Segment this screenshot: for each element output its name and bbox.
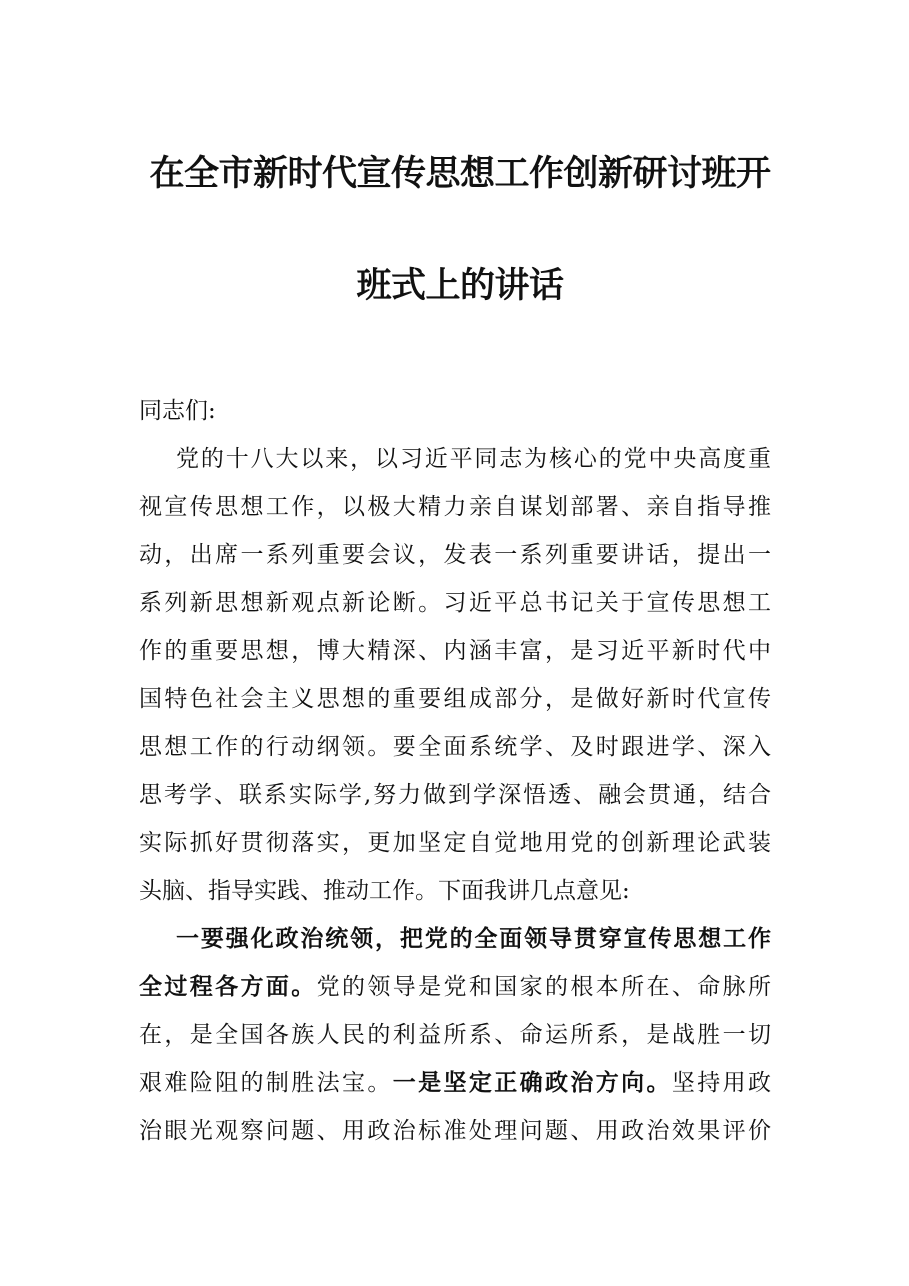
- paragraph-1-line-8: 思考学、联系实际学,努力做到学深悟透、融会贯通，结合: [139, 782, 771, 808]
- paragraph-2-line-2: [139, 963, 771, 1011]
- paragraph-2-line-2-text: 党的领导是党和国家的根本所在、命脉所: [316, 974, 771, 1000]
- salutation: 同志们:: [139, 398, 216, 424]
- paragraph-2-line-5: 治眼光观察问题、用政治标准处理问题、用政治效果评价: [139, 1118, 771, 1144]
- document-title-line-2: 班式上的讲话: [356, 265, 564, 306]
- paragraph-1-line-2: 视宣传思想工作，以极大精力亲自谋划部署、亲自指导推: [139, 494, 771, 520]
- paragraph-1-line-5: 作的重要思想，博大精深、内涵丰富，是习近平新时代中: [139, 638, 771, 664]
- paragraph-1-line-1: 党的十八大以来，以习近平同志为核心的党中央高度重: [176, 446, 771, 472]
- paragraph-1-line-9: 实际抓好贯彻落实，更加坚定自觉地用党的创新理论武装: [139, 830, 771, 856]
- section-1-heading-line-2: 全过程各方面。: [139, 973, 317, 1000]
- paragraph-1-line-4: 系列新思想新观点新论断。习近平总书记关于宣传思想工: [139, 590, 771, 616]
- paragraph-1-line-6: 国特色社会主义思想的重要组成部分，是做好新时代宣传: [139, 686, 771, 712]
- paragraph-2-line-4-start: 艰难险阻的制胜法宝。: [139, 1070, 393, 1096]
- section-1-heading-line-1: 一要强化政治统领，把党的全面领导贯穿宣传思想工作: [176, 925, 771, 952]
- subpoint-1-heading: 一是坚定正确政治方向。: [392, 1069, 672, 1096]
- paragraph-2-line-4-end: 坚持用政: [671, 1070, 771, 1096]
- paragraph-2-line-3: 在，是全国各族人民的利益所系、命运所系，是战胜一切: [139, 1022, 771, 1048]
- paragraph-2-line-4: [139, 1059, 771, 1107]
- paragraph-1-line-10: 头脑、指导实践、推动工作。下面我讲几点意见:: [139, 878, 630, 904]
- paragraph-1-line-3: 动，出席一系列重要会议，发表一系列重要讲话，提出一: [139, 542, 771, 568]
- document-title-line-1: 在全市新时代宣传思想工作创新研讨班开: [149, 153, 771, 194]
- document-body: [139, 387, 771, 1155]
- paragraph-1-line-7: 思想工作的行动纲领。要全面系统学、及时跟进学、深入: [139, 734, 771, 760]
